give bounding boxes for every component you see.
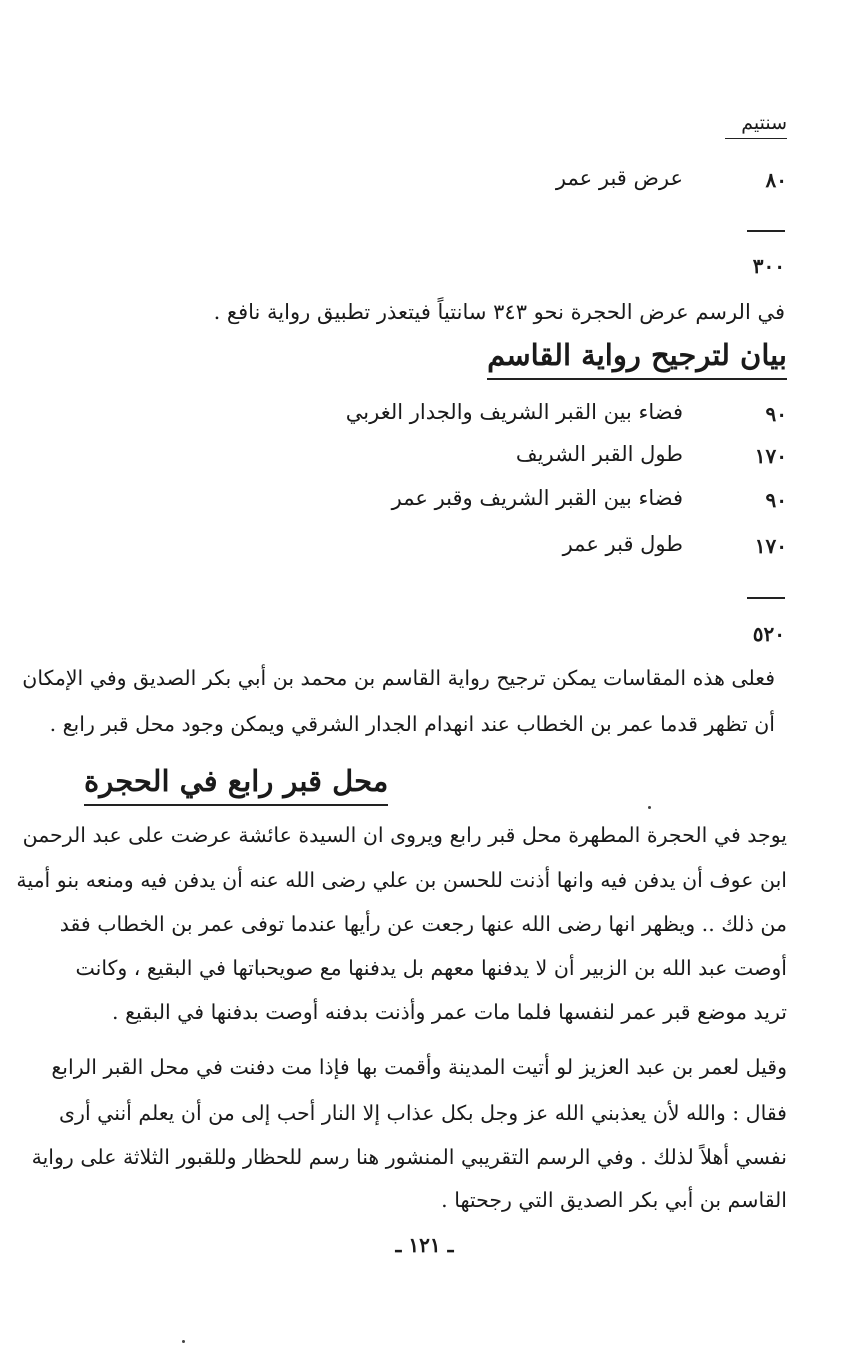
unit-label: سنتيم — [725, 112, 787, 139]
section-one-paragraph-line-2: أن تظهر قدما عمر بن الخطاب عند انهدام الجدار الشرقي ويمكن وجود محل قبر رابع . — [49, 712, 775, 736]
page-number: ـ ١٢١ ـ — [395, 1233, 454, 1257]
section-two-paragraph-one-line-1: يوجد في الحجرة المطهرة محل قبر رابع ويروى ان السيدة عائشة عرضت على عبد الرحمن — [22, 823, 787, 847]
section-one-value-3: ٩٠ — [765, 488, 787, 512]
section-one-label-3: فضاء بين القبر الشريف وقبر عمر — [391, 486, 683, 510]
section-one-paragraph-line-1: فعلى هذه المقاسات يمكن ترجيح رواية القاسم بن محمد بن أبي بكر الصديق وفي الإمكان — [22, 666, 775, 690]
note-text: في الرسم عرض الحجرة نحو ٣٤٣ سانتياً فيتعذر تطبيق رواية نافع . — [213, 300, 785, 324]
section-two-paragraph-one-line-5: تريد موضع قبر عمر لنفسها فلما مات عمر وأذنت بدفنه أوصت بدفنها في البقيع . — [112, 1000, 787, 1024]
section-one-sum-line — [747, 597, 785, 599]
section-two-heading: محل قبر رابع في الحجرة — [84, 764, 388, 806]
section-two-paragraph-one-line-4: أوصت عبد الله بن الزبير أن لا يدفنها معهم بل يدفنها مع صويحباتها في البقيع ، وكانت — [75, 956, 787, 980]
section-two-paragraph-two-line-4: القاسم بن أبي بكر الصديق التي رجحتها . — [441, 1188, 787, 1212]
section-two-paragraph-one-line-2: ابن عوف أن يدفن فيه وانها أذنت للحسن بن علي رضى الله عنه أن يدفن فيه ومنعه بنو أمية — [16, 868, 787, 892]
table-one-sum-line — [747, 230, 785, 232]
table-one-value: ٨٠ — [765, 168, 787, 192]
table-one-label: عرض قبر عمر — [555, 166, 683, 190]
section-one-value-1: ٩٠ — [765, 402, 787, 426]
table-one-total: ٣٠٠ — [752, 254, 785, 278]
section-two-paragraph-two-line-1: وقيل لعمر بن عبد العزيز لو أتيت المدينة وأقمت بها فإذا مت دفنت في محل القبر الرابع — [51, 1055, 787, 1079]
section-one-label-2: طول القبر الشريف — [515, 442, 683, 466]
section-one-value-4: ١٧٠ — [754, 534, 787, 558]
section-one-heading: بيان لترجيح رواية القاسم — [487, 338, 787, 380]
section-one-label-1: فضاء بين القبر الشريف والجدار الغربي — [345, 400, 683, 424]
section-two-paragraph-one-line-3: من ذلك .. ويظهر انها رضى الله عنها رجعت عن رأيها عندما توفى عمر بن الخطاب فقد — [59, 912, 787, 936]
section-two-paragraph-two-line-2: فقال : والله لأن يعذبني الله عز وجل بكل عذاب إلا النار أحب إلى من أن يعلم أنني أرى — [59, 1101, 787, 1125]
section-one-total: ٥٢٠ — [752, 622, 785, 646]
section-one-label-4: طول قبر عمر — [562, 532, 683, 556]
ink-speck — [182, 1340, 185, 1343]
section-one-value-2: ١٧٠ — [754, 444, 787, 468]
section-two-paragraph-two-line-3: نفسي أهلاً لذلك . وفي الرسم التقريبي المنشور هنا رسم للحظار وللقبور الثلاثة على رواية — [31, 1145, 787, 1169]
ink-speck — [648, 806, 651, 809]
